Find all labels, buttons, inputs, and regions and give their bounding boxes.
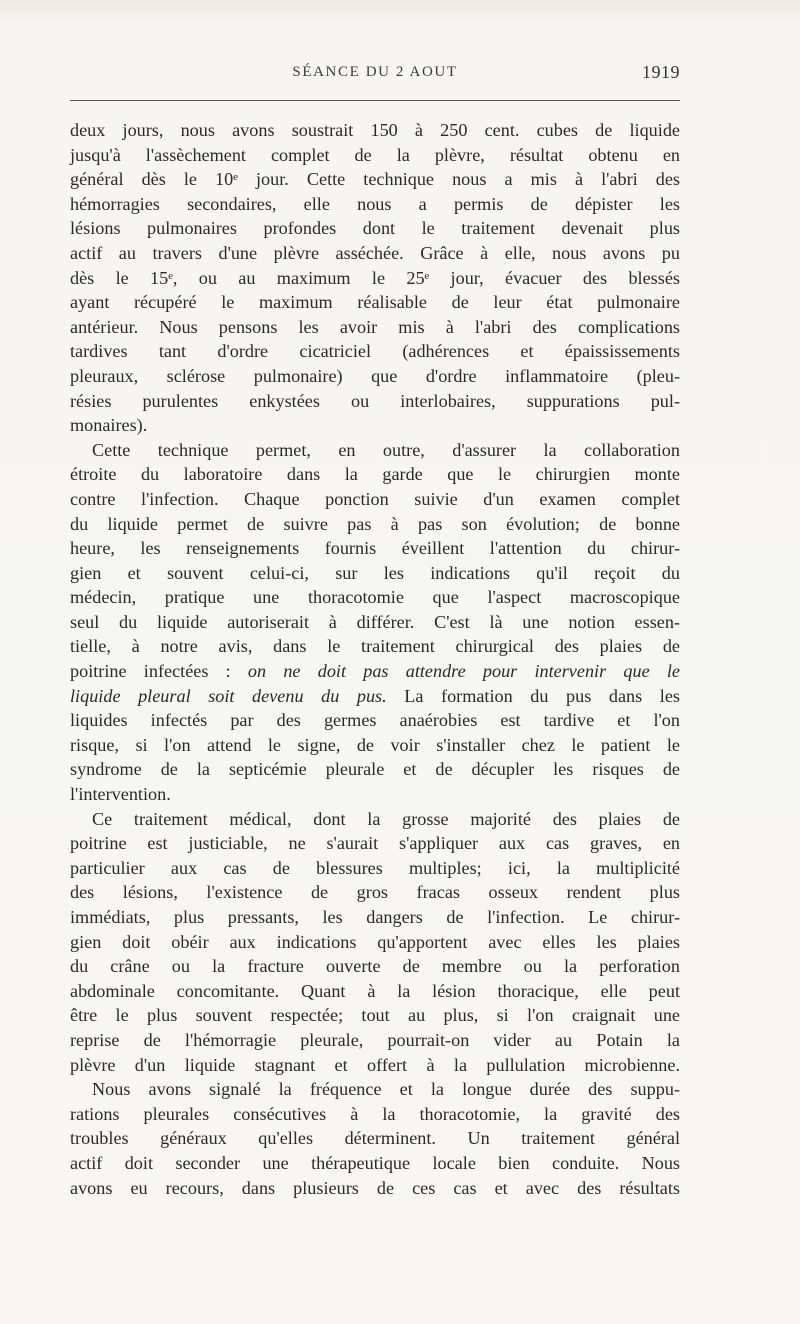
- text-line: risque, si l'on attend le signe, de voir s'installer chez le patient le: [70, 734, 680, 755]
- text-line: [70, 659, 680, 684]
- text-line: général dès le 10ᵉ jour. Cette technique nous a mis à l'abri des: [70, 169, 680, 190]
- text-line: deux jours, nous avons soustrait 150 à 250 cent. cubes de liquide: [70, 120, 680, 140]
- text-line: hémorragies secondaires, elle nous a permis de dépister les: [70, 193, 680, 214]
- text-line: avons eu recours, dans plusieurs de ces cas et avec des résultats: [70, 1177, 680, 1198]
- text-line: liquides infectés par des germes anaérobies est tardive et l'on: [70, 710, 680, 731]
- text-line: du crâne ou la fracture ouverte de membre ou la perforation: [70, 956, 680, 977]
- body-text: [70, 118, 680, 1200]
- text-run: La formation du pus dans les: [386, 685, 681, 706]
- text-line: contre l'infection. Chaque ponction suivie d'un examen complet: [70, 488, 680, 509]
- text-line: syndrome de la septicémie pleurale et de décupler les risques de: [70, 759, 680, 780]
- page-header: [70, 62, 680, 90]
- header-rule: [70, 100, 680, 101]
- text-line: Cette technique permet, en outre, d'assurer la collaboration: [92, 439, 680, 460]
- italic-run: on ne doit pas attendre pour intervenir que le: [247, 661, 681, 682]
- text-line: immédiats, plus pressants, les dangers de l'infection. Le chirur-: [70, 907, 680, 927]
- text-line: lésions pulmonaires profondes dont le traitement devenait plus: [70, 218, 680, 239]
- text-line: antérieur. Nous pensons les avoir mis à l'abri des complications: [70, 316, 680, 337]
- text-line: monaires).: [70, 415, 148, 436]
- text-line: être le plus souvent respectée; tout au plus, si l'on craignait une: [70, 1005, 680, 1026]
- text-line: poitrine est justiciable, ne s'aurait s'appliquer aux cas graves, en: [70, 833, 680, 854]
- text-line: actif au travers d'une plèvre asséchée. Grâce à elle, nous avons pu: [70, 242, 680, 263]
- text-line: Ce traitement médical, dont la grosse majorité des plaies de: [92, 808, 680, 829]
- text-line: troubles généraux qu'elles déterminent. Un traitement général: [70, 1128, 680, 1149]
- text-line: des lésions, l'existence de gros fracas osseux rendent plus: [70, 882, 680, 903]
- text-line: dès le 15ᵉ, ou au maximum le 25ᵉ jour, évacuer des blessés: [70, 267, 680, 288]
- text-line: médecin, pratique une thoracotomie que l'aspect macroscopique: [70, 587, 680, 608]
- text-line: résies purulentes enkystées ou interlobaires, suppurations pul-: [70, 390, 680, 411]
- text-line: étroite du laboratoire dans la garde que le chirurgien monte: [70, 464, 680, 485]
- page-number: 1919: [642, 62, 680, 82]
- text-line: tardives tant d'ordre cicatriciel (adhérences et épaississements: [70, 341, 680, 362]
- text-line: reprise de l'hémorragie pleurale, pourrait-on vider au Potain la: [70, 1029, 680, 1050]
- running-title: SÉANCE DU 2 AOUT: [292, 64, 458, 80]
- text-line: seul du liquide autoriserait à différer. C'est là une notion essen-: [70, 611, 680, 632]
- text-line: plèvre d'un liquide stagnant et offert à la pullulation microbienne.: [70, 1054, 680, 1075]
- text-line: jusqu'à l'assèchement complet de la plèvre, résultat obtenu en: [70, 144, 680, 165]
- text-line: du liquide permet de suivre pas à pas son évolution; de bonne: [70, 513, 680, 534]
- text-line: particulier aux cas de blessures multiples; ici, la multiplicité: [70, 857, 680, 878]
- text-line: pleuraux, sclérose pulmonaire) que d'ordre inflammatoire (pleu-: [70, 365, 680, 386]
- text-line: tielle, à notre avis, dans le traitement chirurgical des plaies de: [70, 636, 680, 657]
- text-line: heure, les renseignements fournis éveillent l'attention du chirur-: [70, 538, 680, 559]
- text-line: gien doit obéir aux indications qu'apportent avec elles les plaies: [70, 931, 680, 952]
- text-line: gien et souvent celui-ci, sur les indications qu'il reçoit du: [70, 562, 680, 583]
- text-line: [70, 684, 680, 709]
- text-line: l'intervention.: [70, 784, 171, 805]
- text-run: poitrine infectées :: [70, 661, 248, 682]
- text-line: abdominale concomitante. Quant à la lésion thoracique, elle peut: [70, 980, 680, 1001]
- text-line: actif doit seconder une thérapeutique locale bien conduite. Nous: [70, 1152, 680, 1173]
- text-line: Nous avons signalé la fréquence et la longue durée des suppu-: [92, 1079, 680, 1100]
- text-line: ayant récupéré le maximum réalisable de leur état pulmonaire: [70, 292, 680, 313]
- text-line: rations pleurales consécutives à la thoracotomie, la gravité des: [70, 1103, 680, 1124]
- italic-run: liquide pleural soit devenu du pus.: [70, 685, 387, 706]
